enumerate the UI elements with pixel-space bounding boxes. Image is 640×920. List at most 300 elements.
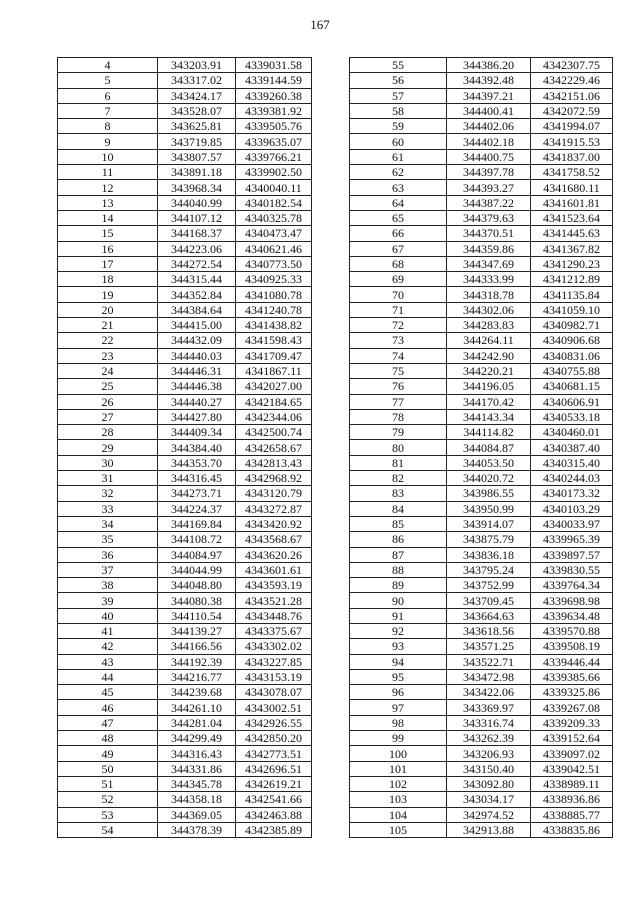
table-row <box>58 516 312 531</box>
point-number-cell: 46 <box>58 700 158 715</box>
table-row <box>350 149 613 164</box>
table-row <box>350 562 613 577</box>
table-row <box>58 119 312 134</box>
table-row <box>350 241 613 256</box>
y-coordinate-cell: 4340773.50 <box>236 256 312 271</box>
y-coordinate-cell: 4343593.19 <box>236 578 312 593</box>
table-row <box>58 654 312 669</box>
table-row <box>350 409 613 424</box>
x-coordinate-cell: 343709.45 <box>447 593 531 608</box>
y-coordinate-cell: 4339267.08 <box>531 700 613 715</box>
point-number-cell: 91 <box>350 608 447 623</box>
x-coordinate-cell: 344168.37 <box>158 226 236 241</box>
point-number-cell: 78 <box>350 409 447 424</box>
x-coordinate-cell: 344223.06 <box>158 241 236 256</box>
point-number-cell: 100 <box>350 746 447 761</box>
y-coordinate-cell: 4343302.02 <box>236 639 312 654</box>
table-row <box>58 807 312 822</box>
table-row <box>350 654 613 669</box>
y-coordinate-cell: 4342072.59 <box>531 103 613 118</box>
x-coordinate-cell: 344316.43 <box>158 746 236 761</box>
table-row <box>58 715 312 730</box>
table-row <box>350 226 613 241</box>
x-coordinate-cell: 344273.71 <box>158 486 236 501</box>
y-coordinate-cell: 4338936.86 <box>531 792 613 807</box>
point-number-cell: 72 <box>350 318 447 333</box>
y-coordinate-cell: 4339634.48 <box>531 608 613 623</box>
x-coordinate-cell: 344386.20 <box>447 58 531 73</box>
x-coordinate-cell: 343150.40 <box>447 761 531 776</box>
y-coordinate-cell: 4342151.06 <box>531 88 613 103</box>
y-coordinate-cell: 4343078.07 <box>236 685 312 700</box>
y-coordinate-cell: 4341445.63 <box>531 226 613 241</box>
point-number-cell: 48 <box>58 731 158 746</box>
y-coordinate-cell: 4339830.55 <box>531 562 613 577</box>
y-coordinate-cell: 4343420.92 <box>236 516 312 531</box>
point-number-cell: 32 <box>58 486 158 501</box>
point-number-cell: 23 <box>58 348 158 363</box>
x-coordinate-cell: 344440.03 <box>158 348 236 363</box>
x-coordinate-cell: 344261.10 <box>158 700 236 715</box>
y-coordinate-cell: 4341367.82 <box>531 241 613 256</box>
x-coordinate-cell: 344440.27 <box>158 394 236 409</box>
x-coordinate-cell: 344080.38 <box>158 593 236 608</box>
table-row <box>350 547 613 562</box>
point-number-cell: 93 <box>350 639 447 654</box>
y-coordinate-cell: 4342813.43 <box>236 455 312 470</box>
table-row <box>58 532 312 547</box>
x-coordinate-cell: 344302.06 <box>447 302 531 317</box>
table-row <box>58 103 312 118</box>
point-number-cell: 67 <box>350 241 447 256</box>
point-number-cell: 98 <box>350 715 447 730</box>
x-coordinate-cell: 343522.71 <box>447 654 531 669</box>
table-row <box>350 394 613 409</box>
x-coordinate-cell: 343968.34 <box>158 180 236 195</box>
point-number-cell: 59 <box>350 119 447 134</box>
y-coordinate-cell: 4338835.86 <box>531 822 613 837</box>
y-coordinate-cell: 4340925.33 <box>236 272 312 287</box>
y-coordinate-cell: 4343601.61 <box>236 562 312 577</box>
table-row <box>58 486 312 501</box>
coordinates-table-left <box>57 57 312 838</box>
point-number-cell: 41 <box>58 623 158 638</box>
y-coordinate-cell: 4342658.67 <box>236 440 312 455</box>
x-coordinate-cell: 343424.17 <box>158 88 236 103</box>
y-coordinate-cell: 4343448.76 <box>236 608 312 623</box>
x-coordinate-cell: 343891.18 <box>158 165 236 180</box>
y-coordinate-cell: 4338989.11 <box>531 776 613 791</box>
table-row <box>350 363 613 378</box>
table-row <box>58 792 312 807</box>
x-coordinate-cell: 343875.79 <box>447 532 531 547</box>
table-row <box>58 241 312 256</box>
table-row <box>350 685 613 700</box>
y-coordinate-cell: 4340173.32 <box>531 486 613 501</box>
x-coordinate-cell: 344242.90 <box>447 348 531 363</box>
point-number-cell: 33 <box>58 501 158 516</box>
y-coordinate-cell: 4339766.21 <box>236 149 312 164</box>
y-coordinate-cell: 4342307.75 <box>531 58 613 73</box>
y-coordinate-cell: 4343521.28 <box>236 593 312 608</box>
x-coordinate-cell: 344397.21 <box>447 88 531 103</box>
table-row <box>58 226 312 241</box>
point-number-cell: 6 <box>58 88 158 103</box>
y-coordinate-cell: 4340606.91 <box>531 394 613 409</box>
x-coordinate-cell: 344400.41 <box>447 103 531 118</box>
point-number-cell: 47 <box>58 715 158 730</box>
table-body <box>58 58 312 838</box>
point-number-cell: 102 <box>350 776 447 791</box>
x-coordinate-cell: 343206.93 <box>447 746 531 761</box>
table-row <box>350 761 613 776</box>
y-coordinate-cell: 4341080.78 <box>236 287 312 302</box>
point-number-cell: 5 <box>58 73 158 88</box>
point-number-cell: 80 <box>350 440 447 455</box>
y-coordinate-cell: 4339446.44 <box>531 654 613 669</box>
table-row <box>350 532 613 547</box>
x-coordinate-cell: 344107.12 <box>158 210 236 225</box>
x-coordinate-cell: 342913.88 <box>447 822 531 837</box>
point-number-cell: 87 <box>350 547 447 562</box>
point-number-cell: 83 <box>350 486 447 501</box>
point-number-cell: 20 <box>58 302 158 317</box>
point-number-cell: 52 <box>58 792 158 807</box>
y-coordinate-cell: 4343153.19 <box>236 669 312 684</box>
x-coordinate-cell: 343752.99 <box>447 578 531 593</box>
y-coordinate-cell: 4339698.98 <box>531 593 613 608</box>
y-coordinate-cell: 4341680.11 <box>531 180 613 195</box>
y-coordinate-cell: 4341598.43 <box>236 333 312 348</box>
table-row <box>58 685 312 700</box>
y-coordinate-cell: 4342968.92 <box>236 471 312 486</box>
x-coordinate-cell: 344110.54 <box>158 608 236 623</box>
y-coordinate-cell: 4339570.88 <box>531 623 613 638</box>
point-number-cell: 81 <box>350 455 447 470</box>
point-number-cell: 26 <box>58 394 158 409</box>
x-coordinate-cell: 344166.56 <box>158 639 236 654</box>
y-coordinate-cell: 4340755.88 <box>531 363 613 378</box>
y-coordinate-cell: 4339260.38 <box>236 88 312 103</box>
y-coordinate-cell: 4340621.46 <box>236 241 312 256</box>
point-number-cell: 43 <box>58 654 158 669</box>
table-row <box>350 210 613 225</box>
x-coordinate-cell: 343664.63 <box>447 608 531 623</box>
x-coordinate-cell: 343795.24 <box>447 562 531 577</box>
point-number-cell: 25 <box>58 379 158 394</box>
table-row <box>58 761 312 776</box>
table-row <box>58 58 312 73</box>
table-row <box>58 578 312 593</box>
x-coordinate-cell: 343836.18 <box>447 547 531 562</box>
y-coordinate-cell: 4341837.00 <box>531 149 613 164</box>
x-coordinate-cell: 343625.81 <box>158 119 236 134</box>
point-number-cell: 7 <box>58 103 158 118</box>
y-coordinate-cell: 4341994.07 <box>531 119 613 134</box>
x-coordinate-cell: 344239.68 <box>158 685 236 700</box>
point-number-cell: 103 <box>350 792 447 807</box>
point-number-cell: 77 <box>350 394 447 409</box>
point-number-cell: 21 <box>58 318 158 333</box>
point-number-cell: 75 <box>350 363 447 378</box>
point-number-cell: 22 <box>58 333 158 348</box>
point-number-cell: 57 <box>350 88 447 103</box>
y-coordinate-cell: 4341212.89 <box>531 272 613 287</box>
x-coordinate-cell: 344084.97 <box>158 547 236 562</box>
x-coordinate-cell: 344216.77 <box>158 669 236 684</box>
table-row <box>58 501 312 516</box>
y-coordinate-cell: 4342850.20 <box>236 731 312 746</box>
x-coordinate-cell: 344345.78 <box>158 776 236 791</box>
table-row <box>350 792 613 807</box>
y-coordinate-cell: 4341240.78 <box>236 302 312 317</box>
table-row <box>350 103 613 118</box>
x-coordinate-cell: 343719.85 <box>158 134 236 149</box>
y-coordinate-cell: 4340033.97 <box>531 516 613 531</box>
table-row <box>350 455 613 470</box>
y-coordinate-cell: 4339508.19 <box>531 639 613 654</box>
table-row <box>58 379 312 394</box>
point-number-cell: 12 <box>58 180 158 195</box>
x-coordinate-cell: 343571.25 <box>447 639 531 654</box>
table-row <box>350 822 613 837</box>
x-coordinate-cell: 344220.21 <box>447 363 531 378</box>
x-coordinate-cell: 344446.38 <box>158 379 236 394</box>
point-number-cell: 69 <box>350 272 447 287</box>
y-coordinate-cell: 4340533.18 <box>531 409 613 424</box>
x-coordinate-cell: 343034.17 <box>447 792 531 807</box>
y-coordinate-cell: 4340473.47 <box>236 226 312 241</box>
y-coordinate-cell: 4339097.02 <box>531 746 613 761</box>
table-row <box>58 287 312 302</box>
table-row <box>350 58 613 73</box>
table-row <box>350 379 613 394</box>
table-row <box>58 440 312 455</box>
table-row <box>58 73 312 88</box>
table-row <box>350 486 613 501</box>
table-row <box>58 700 312 715</box>
x-coordinate-cell: 344415.00 <box>158 318 236 333</box>
y-coordinate-cell: 4340325.78 <box>236 210 312 225</box>
x-coordinate-cell: 344427.80 <box>158 409 236 424</box>
point-number-cell: 68 <box>350 256 447 271</box>
point-number-cell: 29 <box>58 440 158 455</box>
point-number-cell: 64 <box>350 195 447 210</box>
point-number-cell: 19 <box>58 287 158 302</box>
point-number-cell: 53 <box>58 807 158 822</box>
point-number-cell: 11 <box>58 165 158 180</box>
y-coordinate-cell: 4342619.21 <box>236 776 312 791</box>
y-coordinate-cell: 4340982.71 <box>531 318 613 333</box>
x-coordinate-cell: 344224.37 <box>158 501 236 516</box>
x-coordinate-cell: 343316.74 <box>447 715 531 730</box>
table-row <box>350 302 613 317</box>
x-coordinate-cell: 344446.31 <box>158 363 236 378</box>
point-number-cell: 97 <box>350 700 447 715</box>
point-number-cell: 104 <box>350 807 447 822</box>
point-number-cell: 95 <box>350 669 447 684</box>
x-coordinate-cell: 343807.57 <box>158 149 236 164</box>
point-number-cell: 105 <box>350 822 447 837</box>
x-coordinate-cell: 344299.49 <box>158 731 236 746</box>
x-coordinate-cell: 344196.05 <box>447 379 531 394</box>
point-number-cell: 61 <box>350 149 447 164</box>
x-coordinate-cell: 344352.84 <box>158 287 236 302</box>
y-coordinate-cell: 4341867.11 <box>236 363 312 378</box>
point-number-cell: 44 <box>58 669 158 684</box>
table-row <box>58 348 312 363</box>
point-number-cell: 15 <box>58 226 158 241</box>
table-row <box>350 608 613 623</box>
y-coordinate-cell: 4343120.79 <box>236 486 312 501</box>
point-number-cell: 28 <box>58 425 158 440</box>
point-number-cell: 96 <box>350 685 447 700</box>
point-number-cell: 63 <box>350 180 447 195</box>
y-coordinate-cell: 4341290.23 <box>531 256 613 271</box>
y-coordinate-cell: 4339325.86 <box>531 685 613 700</box>
table-row <box>350 73 613 88</box>
point-number-cell: 82 <box>350 471 447 486</box>
point-number-cell: 88 <box>350 562 447 577</box>
table-row <box>350 256 613 271</box>
point-number-cell: 16 <box>58 241 158 256</box>
y-coordinate-cell: 4341915.53 <box>531 134 613 149</box>
x-coordinate-cell: 343203.91 <box>158 58 236 73</box>
point-number-cell: 70 <box>350 287 447 302</box>
x-coordinate-cell: 343618.56 <box>447 623 531 638</box>
table-body <box>350 58 613 838</box>
table-row <box>350 180 613 195</box>
x-coordinate-cell: 344318.78 <box>447 287 531 302</box>
point-number-cell: 76 <box>350 379 447 394</box>
x-coordinate-cell: 343528.07 <box>158 103 236 118</box>
x-coordinate-cell: 344283.83 <box>447 318 531 333</box>
point-number-cell: 24 <box>58 363 158 378</box>
table-row <box>350 88 613 103</box>
table-row <box>350 593 613 608</box>
table-row <box>58 363 312 378</box>
table-row <box>350 776 613 791</box>
x-coordinate-cell: 344393.27 <box>447 180 531 195</box>
y-coordinate-cell: 4342926.55 <box>236 715 312 730</box>
table-row <box>350 272 613 287</box>
x-coordinate-cell: 344316.45 <box>158 471 236 486</box>
y-coordinate-cell: 4339042.51 <box>531 761 613 776</box>
y-coordinate-cell: 4342500.74 <box>236 425 312 440</box>
point-number-cell: 38 <box>58 578 158 593</box>
point-number-cell: 8 <box>58 119 158 134</box>
x-coordinate-cell: 344432.09 <box>158 333 236 348</box>
table-row <box>58 180 312 195</box>
table-row <box>58 471 312 486</box>
table-row <box>350 425 613 440</box>
y-coordinate-cell: 4340906.68 <box>531 333 613 348</box>
y-coordinate-cell: 4341438.82 <box>236 318 312 333</box>
table-row <box>350 746 613 761</box>
x-coordinate-cell: 344370.51 <box>447 226 531 241</box>
table-row <box>58 333 312 348</box>
table-row <box>58 562 312 577</box>
point-number-cell: 79 <box>350 425 447 440</box>
y-coordinate-cell: 4339897.57 <box>531 547 613 562</box>
table-row <box>58 165 312 180</box>
point-number-cell: 55 <box>350 58 447 73</box>
x-coordinate-cell: 344040.99 <box>158 195 236 210</box>
x-coordinate-cell: 344108.72 <box>158 532 236 547</box>
y-coordinate-cell: 4339031.58 <box>236 58 312 73</box>
y-coordinate-cell: 4339385.66 <box>531 669 613 684</box>
table-row <box>58 425 312 440</box>
y-coordinate-cell: 4342773.51 <box>236 746 312 761</box>
point-number-cell: 85 <box>350 516 447 531</box>
table-row <box>58 776 312 791</box>
point-number-cell: 4 <box>58 58 158 73</box>
x-coordinate-cell: 343986.55 <box>447 486 531 501</box>
x-coordinate-cell: 344084.87 <box>447 440 531 455</box>
y-coordinate-cell: 4342463.88 <box>236 807 312 822</box>
table-row <box>350 639 613 654</box>
table-row <box>350 440 613 455</box>
x-coordinate-cell: 344020.72 <box>447 471 531 486</box>
table-row <box>58 731 312 746</box>
y-coordinate-cell: 4339635.07 <box>236 134 312 149</box>
y-coordinate-cell: 4343002.51 <box>236 700 312 715</box>
point-number-cell: 73 <box>350 333 447 348</box>
table-row <box>350 516 613 531</box>
table-row <box>350 731 613 746</box>
table-row <box>350 165 613 180</box>
table-row <box>350 119 613 134</box>
y-coordinate-cell: 4341523.64 <box>531 210 613 225</box>
x-coordinate-cell: 344397.78 <box>447 165 531 180</box>
x-coordinate-cell: 343472.98 <box>447 669 531 684</box>
table-row <box>350 195 613 210</box>
x-coordinate-cell: 342974.52 <box>447 807 531 822</box>
x-coordinate-cell: 344114.82 <box>447 425 531 440</box>
point-number-cell: 45 <box>58 685 158 700</box>
y-coordinate-cell: 4341758.52 <box>531 165 613 180</box>
x-coordinate-cell: 344333.99 <box>447 272 531 287</box>
x-coordinate-cell: 344369.05 <box>158 807 236 822</box>
y-coordinate-cell: 4341135.84 <box>531 287 613 302</box>
page-number: 167 <box>310 17 330 32</box>
point-number-cell: 13 <box>58 195 158 210</box>
table-row <box>58 455 312 470</box>
point-number-cell: 49 <box>58 746 158 761</box>
point-number-cell: 31 <box>58 471 158 486</box>
table-row <box>350 318 613 333</box>
point-number-cell: 62 <box>350 165 447 180</box>
x-coordinate-cell: 344409.34 <box>158 425 236 440</box>
table-row <box>58 623 312 638</box>
y-coordinate-cell: 4339902.50 <box>236 165 312 180</box>
point-number-cell: 42 <box>58 639 158 654</box>
y-coordinate-cell: 4339381.92 <box>236 103 312 118</box>
point-number-cell: 86 <box>350 532 447 547</box>
y-coordinate-cell: 4340315.40 <box>531 455 613 470</box>
point-number-cell: 34 <box>58 516 158 531</box>
y-coordinate-cell: 4340040.11 <box>236 180 312 195</box>
point-number-cell: 101 <box>350 761 447 776</box>
y-coordinate-cell: 4342385.89 <box>236 822 312 837</box>
table-row <box>58 256 312 271</box>
point-number-cell: 56 <box>350 73 447 88</box>
y-coordinate-cell: 4339209.33 <box>531 715 613 730</box>
x-coordinate-cell: 344281.04 <box>158 715 236 730</box>
point-number-cell: 92 <box>350 623 447 638</box>
x-coordinate-cell: 344192.39 <box>158 654 236 669</box>
point-number-cell: 60 <box>350 134 447 149</box>
